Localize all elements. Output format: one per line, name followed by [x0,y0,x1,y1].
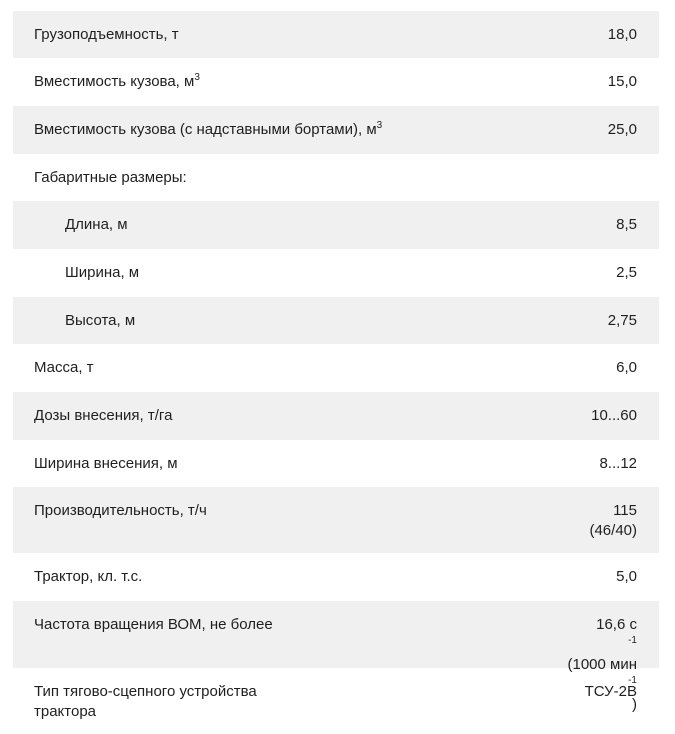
spec-row-mass [13,344,659,392]
unit-superscript: 3 [376,120,383,131]
spec-row-load-capacity [13,11,659,58]
spec-label [34,682,257,722]
spec-row-hitch-type [13,668,659,728]
spec-value: 25,0 [607,121,637,138]
specifications-table [13,11,659,728]
spec-value: ТСУ-2В [584,683,637,700]
spec-label: Дозы внесения, т/га [34,407,173,424]
spec-value: 15,0 [607,73,637,90]
spec-value-line: 115 [613,502,637,519]
spec-label-text: Вместимость кузова (с надставными бортами), м [34,121,377,138]
spec-value: 8...12 [599,455,637,472]
spec-value: 2,75 [607,312,637,329]
spec-section-heading: Габаритные размеры: [34,169,187,186]
spec-row-application-rate [13,392,659,440]
spec-label: Ширина, м [65,264,140,281]
spec-value-text: ) [632,696,637,713]
spec-value: 10...60 [591,407,637,424]
spec-row-productivity [13,487,659,553]
spec-label [34,72,200,92]
spec-value-line: (46/40) [589,522,637,539]
unit-superscript: 3 [194,72,200,83]
spec-row-width [13,249,659,297]
unit-superscript: -1 [628,635,637,646]
spec-row-dimensions-header [13,154,659,201]
spec-row-spread-width [13,440,659,487]
unit-superscript: -1 [628,675,637,686]
spec-label: Высота, м [65,312,136,329]
spec-label-line: трактора [34,703,97,720]
spec-label [34,120,382,140]
spec-value [589,501,637,541]
spec-value: 2,5 [616,264,637,281]
spec-value: 8,5 [616,216,637,233]
spec-value-text: 16,6 с [596,616,637,633]
spec-label: Трактор, кл. т.с. [34,568,143,585]
spec-value: 6,0 [616,359,637,376]
spec-label-text: Вместимость кузова, м [34,73,195,90]
spec-label: Ширина внесения, м [34,455,178,472]
spec-row-body-volume-extended [13,106,659,154]
spec-row-tractor-class [13,553,659,601]
spec-value-line [567,615,637,655]
spec-label: Грузоподъемность, т [34,26,179,43]
spec-label: Производительность, т/ч [34,502,207,519]
spec-label: Масса, т [34,359,94,376]
spec-label: Частота вращения ВОМ, не более [34,616,273,633]
spec-row-body-volume [13,58,659,106]
spec-value: 5,0 [616,568,637,585]
spec-row-length [13,201,659,249]
spec-value-text: (1000 мин [567,656,637,673]
spec-label-line: Тип тягово-сцепного устройства [34,683,257,700]
spec-value: 18,0 [607,26,637,43]
spec-row-height [13,297,659,344]
spec-label: Длина, м [65,216,128,233]
